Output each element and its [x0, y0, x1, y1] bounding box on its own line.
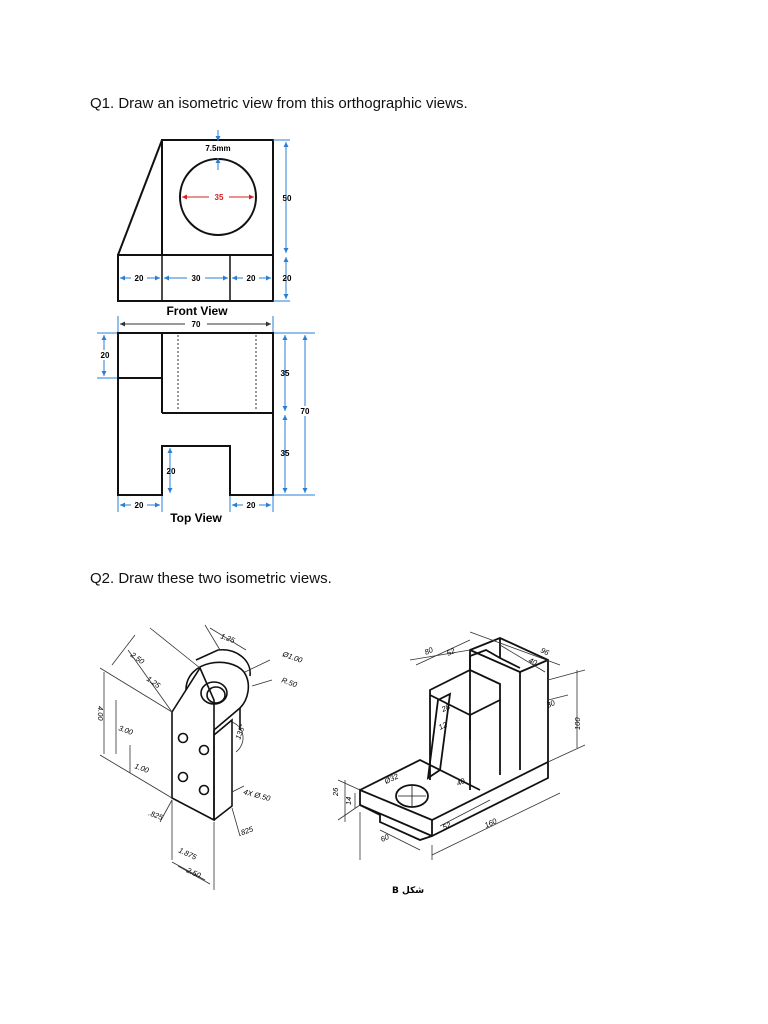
- bracket-dim-825-left: .825: [147, 808, 165, 822]
- block-dim-52-top: 52: [445, 646, 457, 658]
- bracket-top-boss: [186, 662, 248, 730]
- bracket-small-hole-4: [200, 786, 209, 795]
- front-view-caption: Front View: [166, 304, 228, 318]
- bracket-dim-100: 1.00: [133, 761, 151, 775]
- top-bottom-left-dim: 20: [134, 501, 144, 510]
- front-base-height-dim: 20: [282, 274, 292, 283]
- bracket-dim-400: 4.00: [96, 706, 105, 721]
- bracket-dim-250-top: 2.50: [128, 650, 146, 667]
- top-bottom-right-dim: 20: [246, 501, 256, 510]
- top-width-dim: 70: [191, 320, 201, 329]
- bracket-dim-hole: Ø1.00: [281, 649, 304, 665]
- question-2-text: Q2. Draw these two isometric views.: [90, 570, 332, 587]
- bracket-dim-radius: R.50: [280, 675, 299, 690]
- block-dim-80: 80: [423, 645, 435, 657]
- top-view-drawing: [118, 333, 273, 495]
- block-dim-28: 28: [440, 702, 452, 714]
- top-slot-dim: 20: [166, 467, 176, 476]
- block-dim-160: 160: [483, 816, 499, 830]
- question-1-text: Q1. Draw an isometric view from this orthographic views.: [90, 95, 468, 112]
- block-figure-label: B شكل: [391, 886, 425, 896]
- block-dim-40-top: 40: [527, 655, 539, 668]
- top-right-upper-dim: 35: [280, 369, 290, 378]
- bracket-dim-125-top: 1.25: [219, 631, 237, 645]
- front-view-slope: [118, 140, 162, 255]
- top-left-height-dim: 20: [100, 351, 110, 360]
- block-dim-26: 26: [331, 787, 340, 796]
- bracket-dim-135: 135°: [233, 723, 248, 741]
- bracket-dim-300: 3.00: [117, 723, 135, 737]
- block-dim-phi32: Ø32: [383, 771, 400, 786]
- top-right-lower-dim: 35: [280, 449, 290, 458]
- block-dim-96: 96: [539, 645, 551, 658]
- block-dim-100: 100: [573, 717, 582, 730]
- front-left-dim: 20: [134, 274, 144, 283]
- bracket-dim-4holes: 4X Ø.50: [242, 787, 272, 804]
- front-circle-dim: 35: [214, 193, 224, 202]
- front-top-dim: 7.5mm: [205, 144, 231, 153]
- top-view-hidden-lines: [178, 335, 256, 411]
- block-isometric: [360, 638, 548, 840]
- top-total-dim: 70: [300, 407, 310, 416]
- bracket-dim-250-bottom: 2.50: [185, 865, 203, 880]
- block-dim-14: 14: [344, 796, 353, 805]
- bracket-small-hole-3: [179, 773, 188, 782]
- block-dim-12: 12: [437, 720, 449, 732]
- front-mid-dim: 30: [191, 274, 201, 283]
- block-dim-52-bottom: 52: [441, 820, 453, 832]
- front-right-dim: 20: [246, 274, 256, 283]
- front-height-dim: 50: [282, 194, 292, 203]
- block-dim-30: 30: [545, 698, 557, 710]
- block-dim-60: 60: [379, 832, 391, 844]
- block-dim-40-mid: 40: [455, 776, 467, 788]
- bracket-small-hole-2: [200, 746, 209, 755]
- bracket-dim-1875: 1.875: [177, 845, 198, 862]
- top-view-caption: Top View: [170, 511, 222, 525]
- bracket-small-hole-1: [179, 734, 188, 743]
- bracket-dim-125-side: 1.25: [144, 674, 162, 691]
- bracket-dim-825-right: .825: [237, 824, 255, 838]
